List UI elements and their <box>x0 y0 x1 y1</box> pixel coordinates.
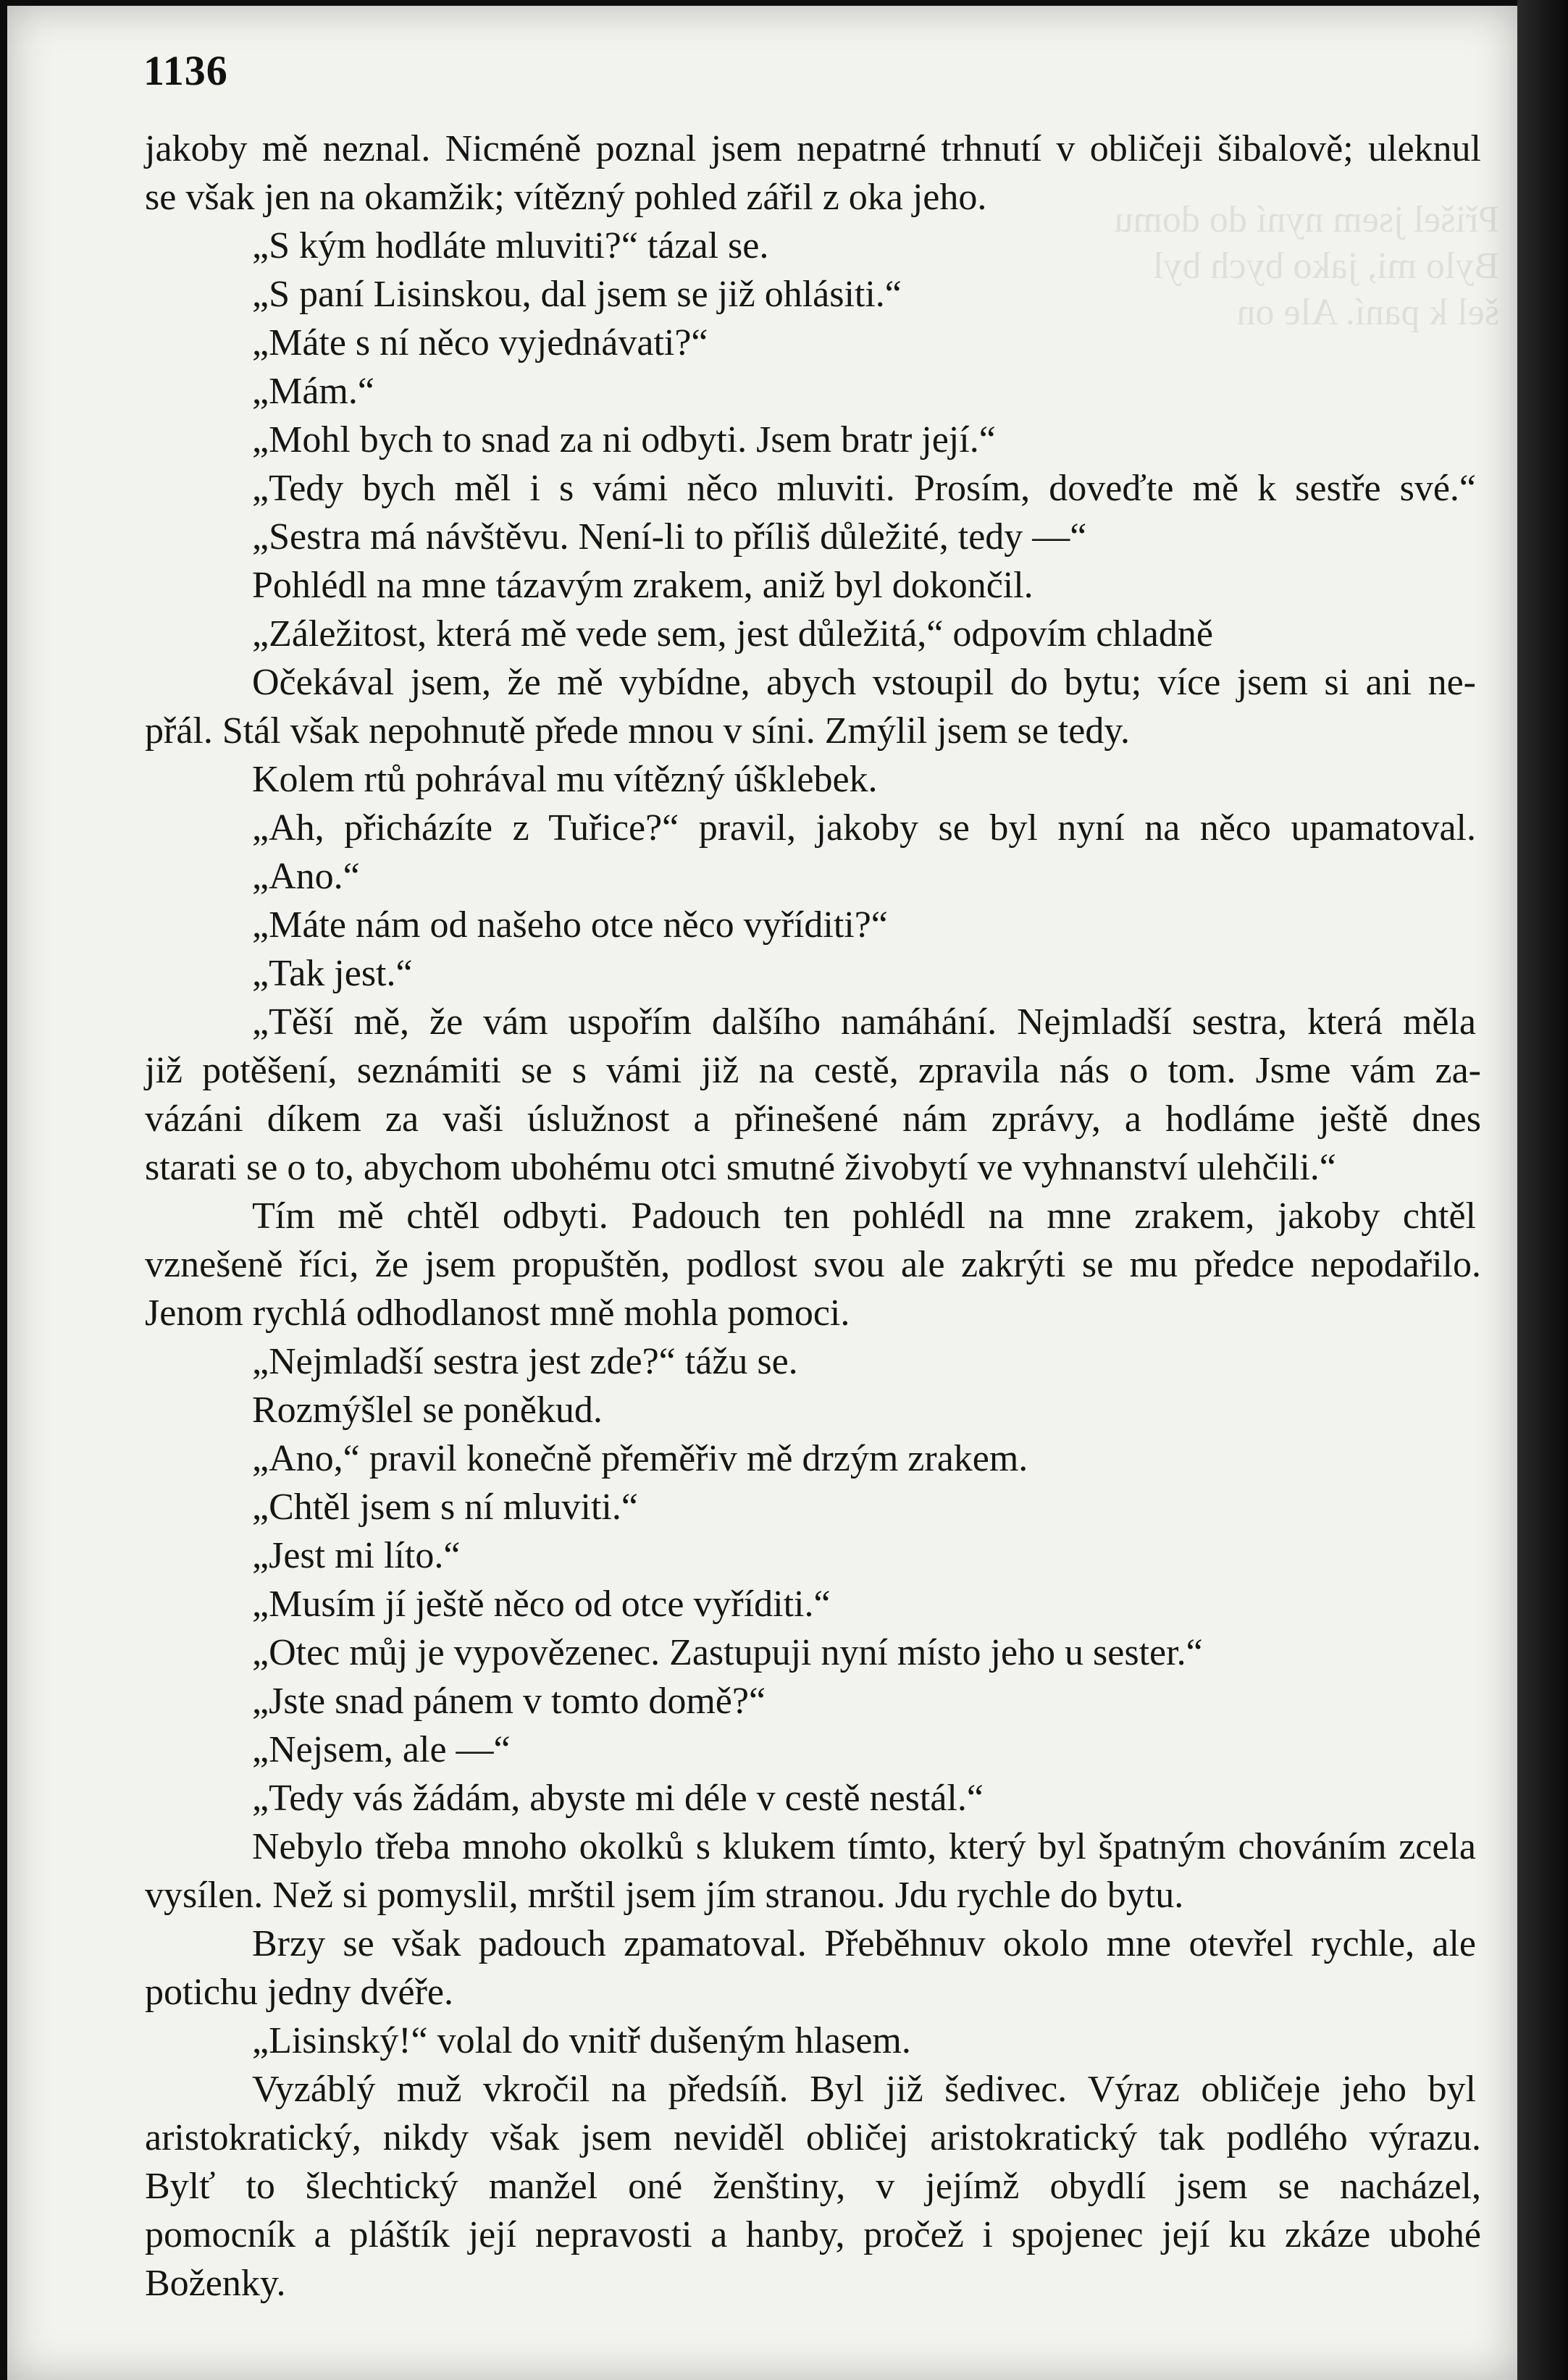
text-line: pomocník a pláštík její nepravosti a hanby, pročež i spojenec její ku zkáze ubohé <box>145 2214 1481 2255</box>
text-line: Pohlédl na mne tázavým zrakem, aniž byl dokončil. <box>252 565 1034 606</box>
page-number: 1136 <box>143 47 228 94</box>
text-line: jakoby mě neznal. Nicméně poznal jsem nepatrné trhnutí v obličeji šibalově; uleknul <box>145 128 1481 169</box>
text-line: „Ah, přicházíte z Tuřice?“ pravil, jakoby se byl nyní na něco upamatoval. <box>252 807 1476 849</box>
text-line: „S paní Lisinskou, dal jsem se již ohlásiti.“ <box>252 274 902 315</box>
text-line: „Záležitost, která mě vede sem, jest důležitá,“ odpovím chladně <box>252 613 1213 655</box>
text-line: „Jste snad pánem v tomto domě?“ <box>252 1681 766 1722</box>
text-line: „Otec můj je vypovězenec. Zastupuji nyní místo jeho u sester.“ <box>252 1632 1203 1673</box>
text-line: starati se o to, abychom ubohému otci smutné živobytí ve vyhnanství ulehčili.“ <box>145 1147 1336 1188</box>
text-line: Rozmýšlel se poněkud. <box>252 1389 603 1431</box>
text-line: vznešeně říci, že jsem propuštěn, podlost svou ale zakrýti se mu předce nepodařilo. <box>145 1244 1481 1285</box>
text-line: „Musím jí ještě něco od otce vyříditi.“ <box>252 1584 831 1625</box>
text-line: „Těší mě, že vám uspořím dalšího namáhání. Nejmladší sestra, která měla <box>252 1001 1476 1043</box>
bleed-through-texture: Přišel jsem nyní do domu Bylo mi, jako bych byl šel k paní. Ale on <box>1114 199 1499 333</box>
text-line: vázáni díkem za vaši úslužnost a přinešené nám zprávy, a hodláme ještě dnes <box>145 1098 1481 1140</box>
text-line: Jenom rychlá odhodlanost mně mohla pomoci. <box>145 1292 850 1334</box>
text-line: potichu jedny dvéře. <box>145 1972 453 2013</box>
text-line: „Mohl bych to snad za ni odbyti. Jsem bratr její.“ <box>252 419 996 461</box>
text-line: se však jen na okamžik; vítězný pohled zářil z oka jeho. <box>145 177 987 218</box>
text-line: Kolem rtů pohrával mu vítězný úšklebek. <box>252 759 878 800</box>
text-line: Vyzáblý muž vkročil na předsíň. Byl již šedivec. Výraz obličeje jeho byl <box>252 2069 1476 2110</box>
text-line: „Tedy vás žádám, abyste mi déle v cestě nestál.“ <box>252 1778 984 1819</box>
text-line: „Nejsem, ale —“ <box>252 1729 511 1770</box>
text-line: aristokratický, nikdy však jsem neviděl obličej aristokratický tak podlého výrazu. <box>145 2117 1481 2158</box>
text-line: přál. Stál však nepohnutě přede mnou v síni. Zmýlil jsem se tedy. <box>145 710 1130 752</box>
text-line: „Tedy bych měl i s vámi něco mluviti. Prosím, doveďte mě k sestře své.“ <box>252 468 1476 509</box>
text-line: již potěšení, seznámiti se s vámi již na cestě, zpravila nás o tom. Jsme vám za- <box>145 1050 1481 1091</box>
text-line: „Mám.“ <box>252 371 374 412</box>
text-line: „Ano.“ <box>252 856 360 897</box>
page-edge-shadow <box>1517 0 1568 2380</box>
text-line: „Máte s ní něco vyjednávati?“ <box>252 322 708 363</box>
text-line: Tím mě chtěl odbyti. Padouch ten pohlédl na mne zrakem, jakoby chtěl <box>252 1195 1476 1237</box>
text-line: Nebylo třeba mnoho okolků s klukem tímto, který byl špatným chováním zcela <box>252 1826 1476 1867</box>
text-line: Bylť to šlechtický manžel oné ženštiny, v jejímž obydlí jsem se nacházel, <box>145 2166 1481 2207</box>
text-line: vysílen. Než si pomyslil, mrštil jsem jím stranou. Jdu rychle do bytu. <box>145 1875 1184 1916</box>
text-line: Brzy se však padouch zpamatoval. Přeběhnuv okolo mne otevřel rychle, ale <box>252 1923 1476 1964</box>
text-line: „Jest mi líto.“ <box>252 1535 461 1576</box>
text-line: „Máte nám od našeho otce něco vyříditi?“ <box>252 904 888 946</box>
text-line: „Tak jest.“ <box>252 953 413 994</box>
text-line: „S kým hodláte mluviti?“ tázal se. <box>252 225 769 266</box>
text-line: Boženky. <box>145 2263 286 2304</box>
text-line: Očekával jsem, že mě vybídne, abych vstoupil do bytu; více jsem si ani ne- <box>252 662 1476 703</box>
text-line: „Sestra má návštěvu. Není-li to příliš důležité, tedy —“ <box>252 516 1087 558</box>
text-line: „Nejmladší sestra jest zde?“ tážu se. <box>252 1341 798 1382</box>
text-line: „Chtěl jsem s ní mluviti.“ <box>252 1487 638 1528</box>
text-line: „Ano,“ pravil konečně přeměřiv mě drzým zrakem. <box>252 1438 1028 1479</box>
text-line: „Lisinský!“ volal do vnitř dušeným hlasem. <box>252 2020 911 2061</box>
